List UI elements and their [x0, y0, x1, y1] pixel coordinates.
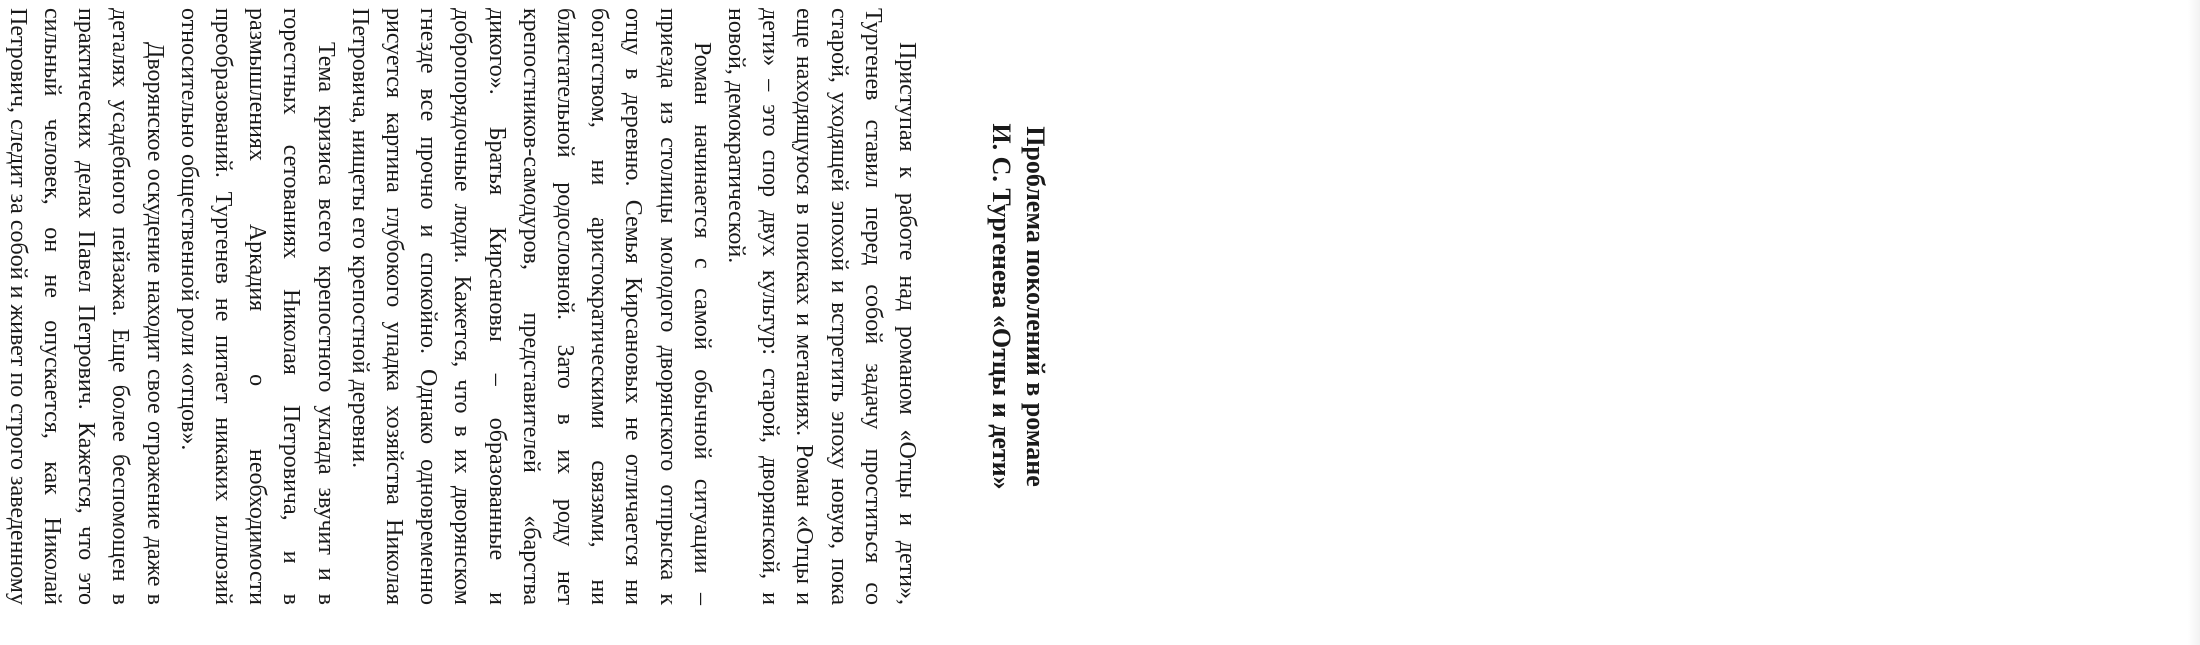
paragraph-3: Тема кризиса всего крепостного уклада звучит и в горестных сетованиях Николая Петровича, и в размышлениях Аркадия о необходимости преобразований. Тургенев не питает никаких иллюзий относительно общественной роли «отцов». [175, 8, 339, 605]
paragraph-1: Приступая к работе над романом «Отцы и дети», Тургенев ставил перед собой задачу проститься со старой, уходящей эпохой и встретить эпоху новую, пока еще находящуюся в поисках и метаниях. Роман «Отцы и дети» – это спор двух культур: старой, дворянской, и новой, демократической. [722, 8, 920, 605]
scan-edge-shadow [2188, 0, 2200, 645]
article-title-line-2: И. С. Тургенева «Отцы и дети» [987, 123, 1016, 490]
article-title-line-1: Проблема поколений в романе [1021, 126, 1050, 487]
paragraph-2: Роман начинается с самой обычной ситуации – приезда из столицы молодого дворянского отпрыска к отцу в деревню. Семья Кирсановых не отличается ни богатством, ни аристократическими связями, ни блистательной родословной. Зато в их роду нет крепостников-самодуров, представителей «барства дикого». Братья Кирсановы – образованные и добропорядочные люди. Кажется, что в их дворянском гнезде все прочно и спокойно. Однако одновременно рисуется картина глубокого упадка хозяйства Николая Петровича, нищеты его крепостной деревни. [346, 8, 715, 605]
article-title [984, 8, 1052, 605]
paragraph-4: Дворянское оскудение находит свое отражение даже в деталях усадебного пейзажа. Еще более беспомощен в практических делах Павел Петрович. Кажется, что это сильный человек, он не опускается, как Николай Петрович, следит за собой и живет по строго заведенному [4, 8, 168, 605]
